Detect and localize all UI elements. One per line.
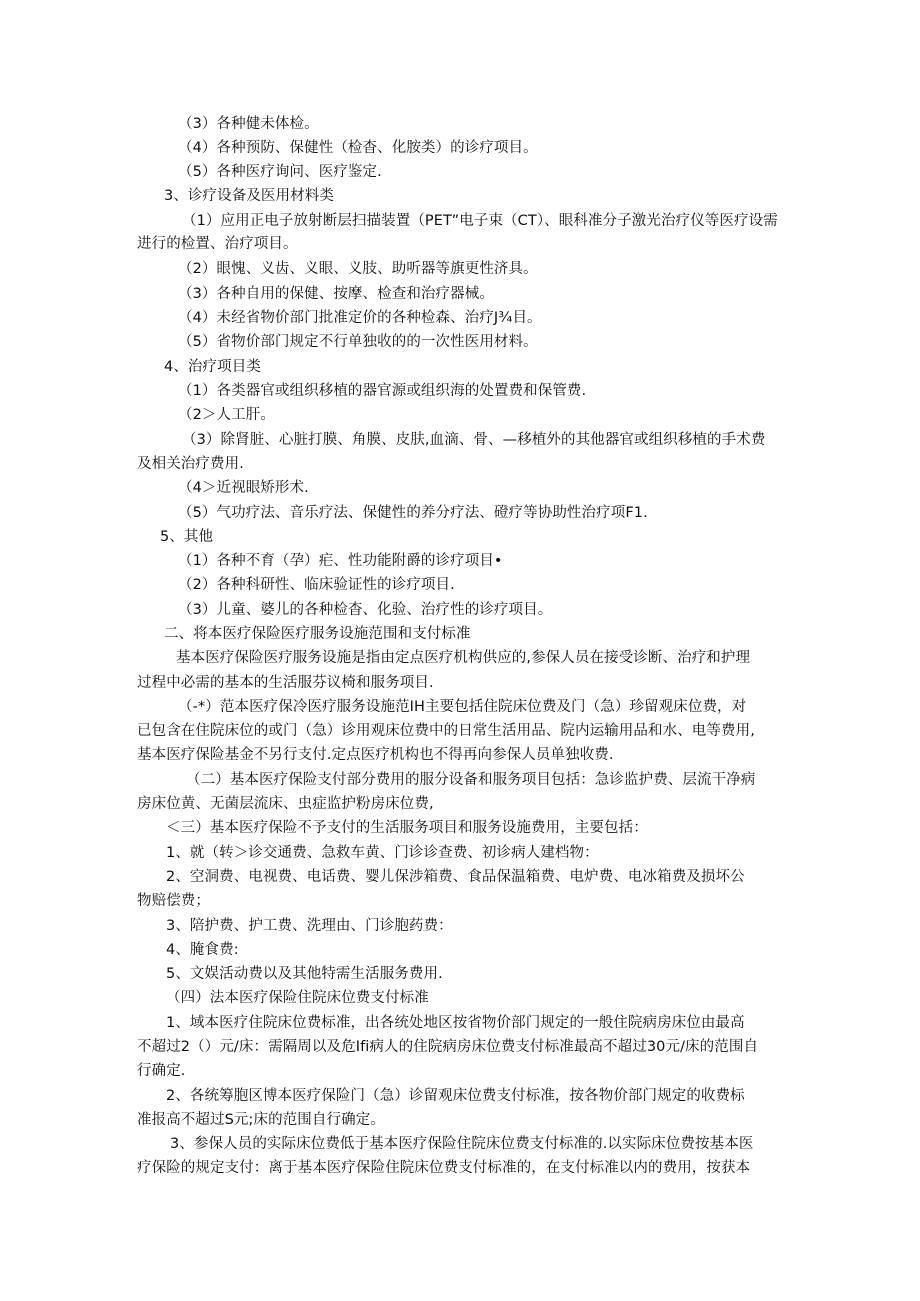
text-line: 2、各统筹胞区博本医疗保险门（急）诊留观床位费支付标准，按各物价部门规定的收费标 (166, 1088, 745, 1104)
text-line: （1）应用正电子放射断层扫描装置（PET”电子束（CT）、眼科准分子激光治疗仪等医疗设需 (182, 213, 778, 229)
text-line: 4、腌食费: (166, 942, 239, 958)
text-line: （3）儿童、婆儿的各种检杳、化验、治疗性的诊疗项目。 (178, 602, 553, 618)
text-line: ＜三）基本医疗保险不予支付的生活服务项目和服务设施费用，主要包括： (166, 820, 648, 836)
section-heading: 4、治疗项目类 (164, 359, 261, 375)
text-line: （4）未经省物价部门批准定价的各种检森、治疗J¾目。 (178, 310, 542, 326)
text-line: 2、空洞费、电视费、电话费、婴儿保涉箱费、食品保温箱费、电炉费、电冰箱费及损坏公 (166, 869, 745, 885)
text-line: 准报高不超过S元;床的范围自行确定。 (137, 1112, 385, 1128)
text-line: 基本医疗保险基金不另行支付.定点医疗机构也不得再向参保人员单独收费. (137, 747, 614, 763)
text-line: 房床位黄、无菌层流床、虫症监护粉房床位费, (137, 796, 434, 812)
text-line: （5）气功疗法、音乐疗法、保健性的养分疗法、磴疗等协助性治疗项F1. (178, 505, 648, 521)
text-line: （5）省物价部门规定不行单独收的的一次性医用材料。 (178, 334, 538, 350)
text-line: 及相关治疗费用. (137, 456, 244, 472)
section-heading: 二、将本医疗保险医疗服务设施范围和支付标准 (164, 626, 471, 642)
text-line: （-*）范本医疗保冷医疗服务设施范IH主要包括住院床位费及门（急）珍留观床位费，对 (178, 699, 747, 715)
text-line: （3）各种自用的保健、按摩、检查和治疗器械。 (178, 286, 494, 302)
text-line: 基本医疗保险医疗服务设施是指由定点医疗机构供应的,参保人员在接受诊断、治疗和护理 (176, 650, 751, 666)
text-line: （3）除肾脏、心脏打膜、角膜、皮肤,血滴、骨、—移植外的其他器官或组织移植的手术费 (182, 432, 766, 448)
text-line: 物赔偿费； (137, 893, 210, 909)
text-line: （1）各类器官或组织移植的器官源或组织海的处置费和保管费. (178, 383, 587, 399)
text-line: （2）眼愧、义齿、义眼、义肢、助听器等旗更性济具。 (178, 261, 538, 277)
text-line: （4）各种预防、保健性（检杳、化胺类）的诊疗项目。 (178, 140, 538, 156)
text-line: （二）基本医疗保险支付部分费用的服分设备和服务项目包括：急诊监护费、层流干净病 (186, 772, 756, 788)
text-line: 5、文娱活动费以及其他特需生活服务费用. (166, 966, 443, 982)
section-heading: 3、诊疗设备及医用材料类 (164, 188, 334, 204)
text-line: 疗保险的规定支付：离于基本医疗保险住院床位费支付标准的，在支付标准以内的费用，按获本 (137, 1160, 751, 1176)
section-heading: （四）法本医疗保险住院床位费支付标准 (166, 990, 429, 1006)
text-line: 3、参保人员的实际床位费低于基本医疗保险住院床位费支付标准的.以实际床位费按基本医 (170, 1136, 754, 1152)
text-line: 3、陪护费、护工费、洗理由、门诊胞药费： (166, 918, 453, 934)
text-line: 1、域本医疗住院床位费标准，出各统处地区按省物价部门规定的一般住院病房床位由最高 (166, 1015, 745, 1031)
text-line: 已包含在住院床位的或门（急）诊用观床位费中的日常生活用品、院内运输用品和水、电等费用, (137, 723, 755, 739)
text-line: （4＞近视眼矫形术. (178, 480, 309, 496)
text-line: （3）各种健未体检。 (178, 116, 319, 132)
text-line: （5）各种医疗询问、医疗鉴定. (178, 164, 382, 180)
section-heading: 5、其他 (160, 529, 214, 545)
text-line: （2）各种科研性、临床验证性的诊疗项目. (178, 577, 455, 593)
text-line: 进行的检置、治疗项目。 (137, 236, 298, 252)
text-line: （2＞人工肝。 (178, 407, 275, 423)
text-line: 不超过2（）元/床：需隔周以及危Ifi病人的住院病房床位费支付标准最高不超过30元/床的范围自 (137, 1039, 759, 1055)
text-line: （1）各种不育（孕）疟、性功能附爵的诊疗项目• (178, 553, 503, 569)
text-line: 行确定. (137, 1063, 186, 1079)
text-line: 过程中必需的基本的生活服芬议椅和服务项目. (137, 675, 434, 691)
text-line: 1、就（转＞诊交通费、急救车黄、门诊诊查费、初诊病人建档物： (166, 845, 599, 861)
